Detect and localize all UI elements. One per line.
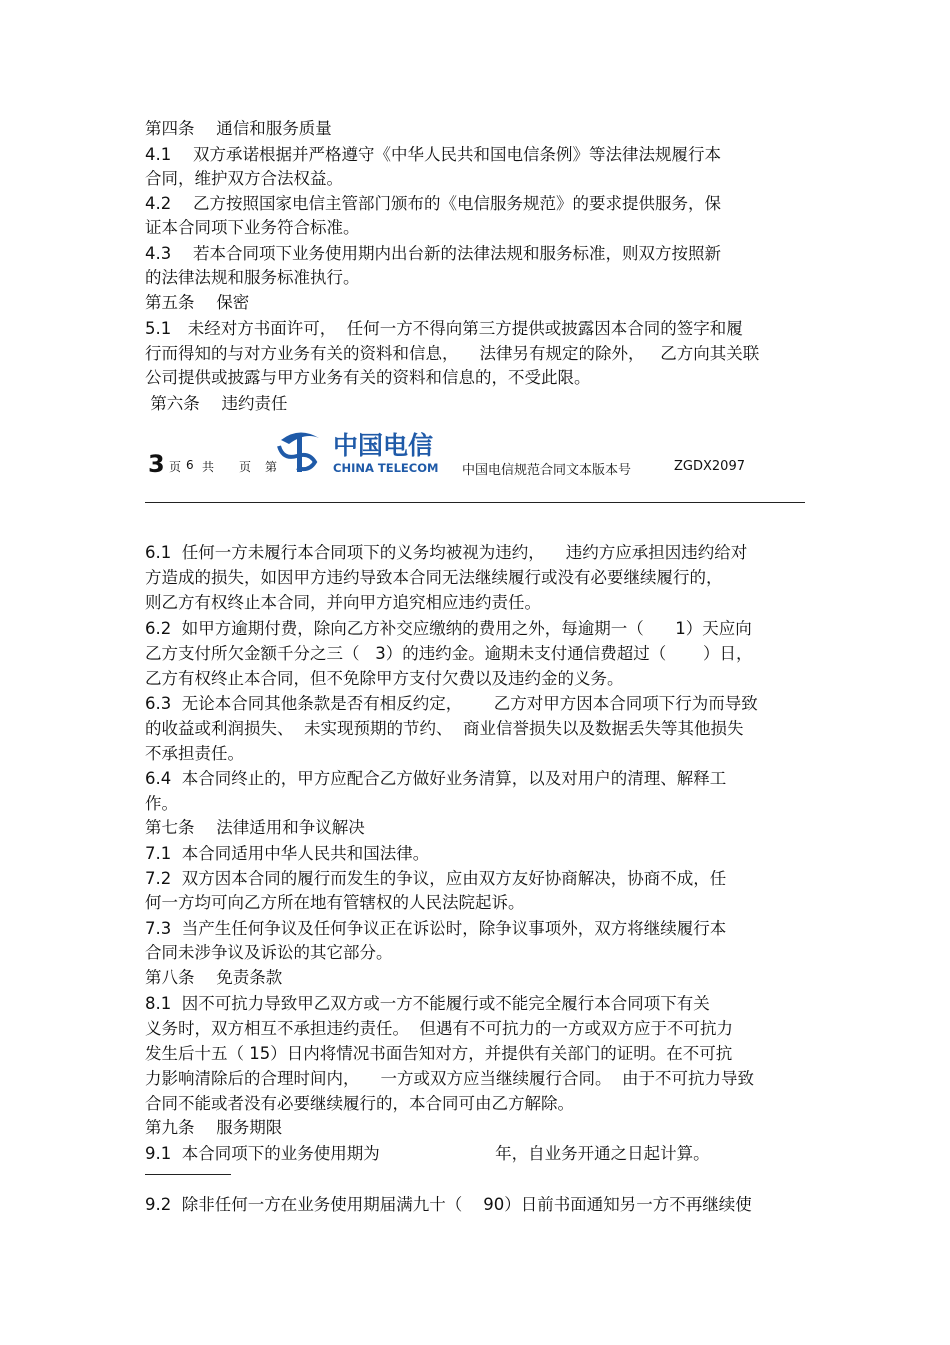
clause-4-3-line-1: 4.3 若本合同项下业务使用期内出台新的法律法规和服务标准，则双方按照新 <box>145 244 721 263</box>
article-6-heading: 第六条 违约责任 <box>145 394 288 413</box>
clause-6-2-line-1: 6.2 如甲方逾期付费，除向乙方补交应缴纳的费用之外，每逾期一（ 1）天应向 <box>145 619 752 638</box>
clause-5-1-line-1: 5.1 未经对方书面许可， 任何一方不得向第三方提供或披露因本合同的签字和履 <box>145 319 743 338</box>
china-telecom-logo <box>275 424 453 478</box>
page-label-2: 共 <box>202 460 215 474</box>
page-footer <box>145 424 805 484</box>
clause-6-1-line-2: 方造成的损失，如因甲方违约导致本合同无法继续履行或没有必要继续履行的， <box>145 568 723 587</box>
document-version-code: ZGDX2097 <box>674 459 745 474</box>
clause-4-1-line-2: 合同，维护双方合法权益。 <box>145 169 343 188</box>
clause-7-2-line-1: 7.2 双方因本合同的履行而发生的争议，应由双方友好协商解决，协商不成，任 <box>145 869 727 888</box>
clause-6-2-line-2: 乙方支付所欠金额千分之三（ 3）的违约金。逾期未支付通信费超过（ ）日， <box>145 644 753 663</box>
logo-english-text: CHINA TELECOM <box>333 461 439 475</box>
article-8-heading: 第八条 免责条款 <box>145 968 283 987</box>
clause-8-1-line-5: 合同不能或者没有必要继续履行的，本合同可由乙方解除。 <box>145 1094 574 1113</box>
page-number: 3 <box>148 450 165 478</box>
clause-5-1-line-2: 行而得知的与对方业务有关的资料和信息， 法律另有规定的除外， 乙方向其关联 <box>145 344 760 363</box>
clause-6-1-line-1: 6.1 任何一方未履行本合同项下的义务均被视为违约， 违约方应承担因违约给对 <box>145 543 748 562</box>
page-label-4: 第 <box>265 460 278 474</box>
footer-divider <box>145 502 805 503</box>
clause-6-1-line-3: 则乙方有权终止本合同，并向甲方追究相应违约责任。 <box>145 593 541 612</box>
page-label-1: 页 <box>169 460 182 474</box>
page-label-3: 页 <box>239 460 252 474</box>
clause-4-1-line-1: 4.1 双方承诺根据并严格遵守《中华人民共和国电信条例》等法律法规履行本 <box>145 145 721 164</box>
document-title: 中国电信规范合同文本版本号 <box>462 463 632 478</box>
clause-4-2-line-1: 4.2 乙方按照国家电信主管部门颁布的《电信服务规范》的要求提供服务，保 <box>145 194 721 213</box>
clause-6-3-line-2: 的收益或利润损失、 未实现预期的节约、 商业信誉损失以及数据丢失等其他损失 <box>145 719 744 738</box>
clause-6-4-line-1: 6.4 本合同终止的，甲方应配合乙方做好业务清算，以及对用户的清理、解释工 <box>145 769 727 788</box>
article-9-heading: 第九条 服务期限 <box>145 1118 283 1137</box>
clause-9-1: 9.1 本合同项下的业务使用期为 年，自业务开通之日起计算。 <box>145 1144 710 1163</box>
article-5-heading: 第五条 保密 <box>145 293 250 312</box>
clause-8-1-line-1: 8.1 因不可抗力导致甲乙双方或一方不能履行或不能完全履行本合同项下有关 <box>145 994 710 1013</box>
article-7-heading: 第七条 法律适用和争议解决 <box>145 818 365 837</box>
clause-4-2-line-2: 证本合同项下业务符合标准。 <box>145 218 360 237</box>
clause-8-1-line-2: 义务时，双方相互不承担违约责任。 但遇有不可抗力的一方或双方应于不可抗力 <box>145 1019 733 1038</box>
clause-6-2-line-3: 乙方有权终止本合同，但不免除甲方支付欠费以及违约金的义务。 <box>145 669 624 688</box>
clause-7-3-line-2: 合同未涉争议及诉讼的其它部分。 <box>145 943 393 962</box>
clause-4-3-line-2: 的法律法规和服务标准执行。 <box>145 268 360 287</box>
clause-8-1-line-3: 发生后十五（ 15）日内将情况书面告知对方，并提供有关部门的证明。在不可抗 <box>145 1044 733 1063</box>
page-total: 6 <box>186 458 194 472</box>
clause-7-1: 7.1 本合同适用中华人民共和国法律。 <box>145 844 430 863</box>
fill-in-underline <box>145 1174 231 1175</box>
clause-6-3-line-3: 不承担责任。 <box>145 744 244 763</box>
clause-6-4-line-2: 作。 <box>145 794 178 813</box>
clause-7-3-line-1: 7.3 当产生任何争议及任何争议正在诉讼时，除争议事项外，双方将继续履行本 <box>145 919 727 938</box>
article-4-heading: 第四条 通信和服务质量 <box>145 119 332 138</box>
logo-chinese-text: 中国电信 <box>333 431 434 460</box>
clause-8-1-line-4: 力影响清除后的合理时间内， 一方或双方应当继续履行合同。 由于不可抗力导致 <box>145 1069 754 1088</box>
clause-9-2-line-1: 9.2 除非任何一方在业务使用期届满九十（ 90）日前书面通知另一方不再继续使 <box>145 1195 752 1214</box>
clause-7-2-line-2: 何一方均可向乙方所在地有管辖权的人民法院起诉。 <box>145 893 525 912</box>
clause-5-1-line-3: 公司提供或披露与甲方业务有关的资料和信息的，不受此限。 <box>145 368 591 387</box>
clause-6-3-line-1: 6.3 无论本合同其他条款是否有相反约定， 乙方对甲方因本合同项下行为而导致 <box>145 694 758 713</box>
